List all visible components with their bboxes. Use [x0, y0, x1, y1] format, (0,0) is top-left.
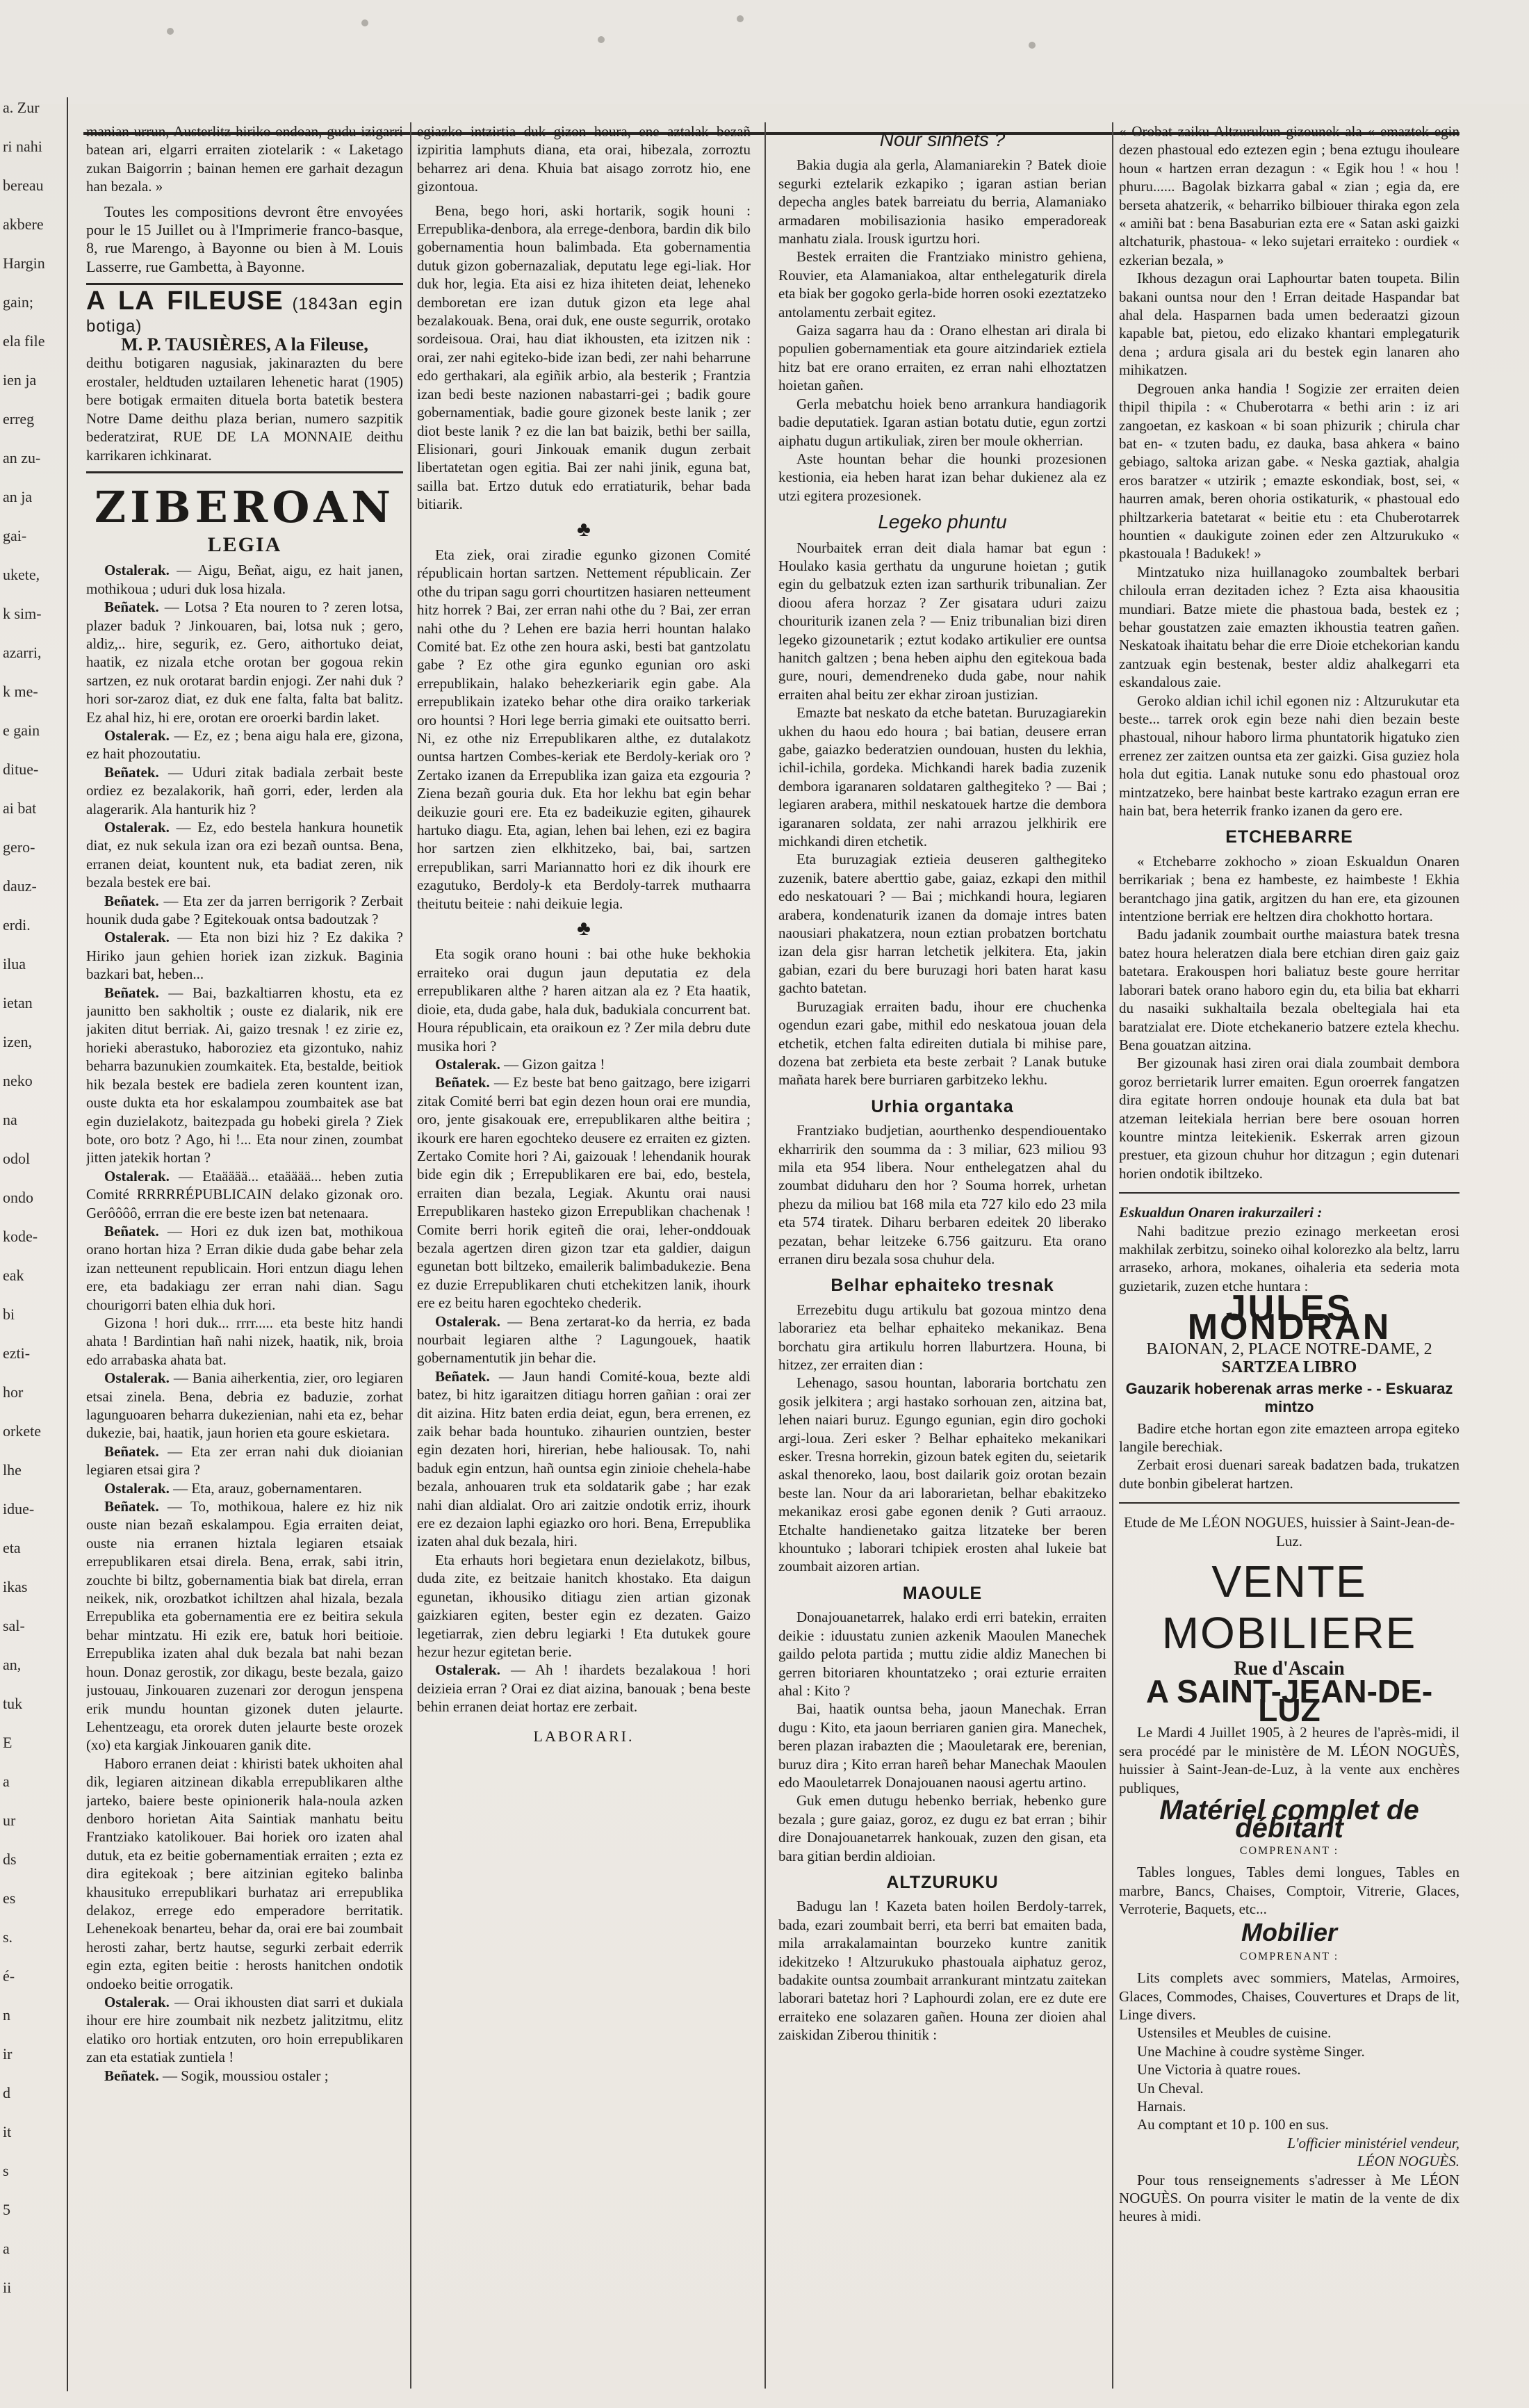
cropped-text-fragment: k me-	[3, 683, 38, 700]
vente-body: Le Mardi 4 Juillet 1905, à 2 heures de l'après-midi, il sera procédé par le ministère de M. LÉON NOGUÈS, huissier à Saint-Jean-de-Luz, à la vente aux enchères publiques,	[1119, 1724, 1460, 1796]
paragraph: Errezebitu dugu artikulu bat gozoua mintzo dena laborariez eta belhar ephaiteko mekanikaz. Bena borchatu gira artikulu horren llaburtzera. Houna, bi hitzez, zer erraiten dian :	[778, 1301, 1106, 1373]
fileuse-ad	[86, 286, 403, 464]
paragraph: Eta buruzagiak eztieia deuseren galthegiteko zuzenik, batere aberttio gabe, gaiaz, ezkapi den mithil edo neskatouari ? — Bai ; michkandi houra, legiaren arabera, kondenaturik izanen da domaje intres baten naousiari phakatzera, noun eztian probatzen bortchatu izan dela gisr harran letchetik jelkitera. Eta, jakin gabian, ezari du bere buruzagi hori baten harat kasu gachto batetan.	[778, 851, 1106, 997]
intro-paragraph: manian urrun, Austerlitz hiriko ondoan, gudu izigarri batean ari, elgarri erraiten ziotelarik : « Laketago zukan Baigorrin ; bainan hemen ere garhait dezagun han bezala. »	[86, 123, 403, 195]
print-speck	[598, 36, 605, 43]
cropped-text-fragment: é-	[3, 1967, 15, 1985]
mondran-address: BAIONAN, 2, PLACE NOTRE-DAME, 2	[1146, 1340, 1432, 1358]
speaker-name: Beñatek.	[104, 1222, 159, 1239]
ad-heading: Eskualdun Onaren irakurzaileri :	[1119, 1204, 1323, 1221]
mondran-tagline: Gauzarik hoberenak arras merke - - Eskuaraz mintzo	[1125, 1379, 1453, 1416]
dialogue-text: — Eta non bizi hiz ? Ez dakika ? Hiriko jaun gehien horiek izan zizkuk. Baginia bazkari bat, heben...	[86, 929, 403, 983]
cropped-text-fragment: akbere	[3, 215, 44, 233]
dialogue-line	[86, 1993, 403, 2067]
speaker-name: Beñatek.	[435, 1367, 490, 1385]
cropped-text-fragment: azarri,	[3, 644, 42, 661]
cropped-text-fragment: ai bat	[3, 799, 37, 817]
paragraph: Eta ziek, orai ziradie egunko gizonen Comité républicain hortan sartzen. Nettement républicain. Zer othe du tripan sagu gorri chourtitzen hasiaren netteument hitz horrek ? Bai, zer erran nahi othe du ? Bai, zer erran nahi othe du ? Lehen ere bazia herri hountan halako Comité bat. Ez othe zen houra aski, besti bat gantzolatu gabe ? Ez othe gira egunko egunian oro aski errepublikain, halako behezkeriarik egin gabe. Ala errepublikain izateko behar othe dira oraiko tarkeriak oro hountsi ? Hori lege berria gimaki ete ouitsatto berri. Ni, ez othe niz Errepublikaren althe, ez dutalakotz ountsa hartzen Combes-keriak ete Berdoly-keriak oro ? Zertako izanen da Errepublika izan gaiza eta ezgouria ? Ziena bezañ gouria duk. Eta hor lekhu bat egin behar deikuzie gouri ere. Eta ez badeikuzie egiten, gihaurek hartuko diagu. Eta, agian, lehen bai lehen, ezi ez bagira hor sartzen zien elkhitzeko, bai, bai, sartzen errepublikan, sarri Mariannatto hori ez dik ihourk ere ezagutuko, Berdoly-k eta Berdoly-tarrek muthaarra theitutu beiteie : nahi deikuie legia.	[417, 546, 751, 912]
cropped-text-fragment: ditue-	[3, 760, 39, 778]
dialogue-line	[417, 1551, 751, 1661]
ad-rule	[86, 471, 403, 473]
cropped-text-fragment: a	[3, 2240, 10, 2257]
cropped-text-fragment: eta	[3, 1539, 21, 1556]
cropped-text-fragment: ondo	[3, 1189, 33, 1206]
article-title-legia: LEGIA	[207, 532, 282, 556]
paragraph: « Orobat zaiku Altzurukun gizounek ala « emaztek egin dezen phastoual edo eztezen egin ; bena eztugu ihouleare houn « hartzen erran dezagun : « Egik hou ! « hou ! phuru...... Bagolak bizkarra gabal « zian ; egia da, ere berseta ahatzerik, « beharriko bilbiouer thiraka egon zela « amiñi bat : bena Basaburian ezta ere « Satan aski gaizki altchaturik, phastoua- « leko sujetari erraiteko : ourdiek « ezkerian bezala, »	[1119, 123, 1460, 268]
page-top-margin	[0, 0, 1529, 104]
dialogue-text: — Aigu, Beñat, aigu, ez hait janen, mothikoua ; uduri duk losa hizala.	[86, 562, 403, 597]
speaker-name: Beñatek.	[104, 599, 159, 616]
speaker-name: Beñatek.	[104, 1498, 159, 1515]
cropped-text-fragment: erreg	[3, 410, 35, 428]
ad-rule	[86, 283, 403, 285]
cropped-text-fragment: e gain	[3, 722, 40, 739]
dialogue-line	[86, 892, 403, 929]
cropped-text-fragment: a	[3, 1773, 10, 1790]
section-mark: ♣	[577, 517, 591, 541]
paragraph: Bena, bego hori, aski hortarik, sogik houni : Errepublika-denbora, ala errege-denbora, bardin dik bilo gobernamentia houn balimbada. Eta gobernamentia dutuk gizon gobernazaliak, deputatu lege egi-liak. Hor duk hor, legia. Eta aisi ez hiza ihiteten deiat, leheneko demboretan ere izan dutuk gizon eta lege ahal bezalakouak. Bena, orai duk, ene ouste segurrik, orotako sordeisoua. Orai, hau diat ikhousten, eta izitzen nik : orai, zer nahi egiteko-bide izan bedi, zer nahi beharrune edo gerthakari, ala egiñik arbio, ala besterik ; Frantzia izan bedi beste nazionen nabastarri-gei ; badik goure gobernamentiak, badie goure gizonek beste lanik ; zer diot beste lanik ? ez die lan bat baizik, bethi ber sailla, Elisionari, gouri Jinkouak emanik dugun zerbait libertatetan ogen egitia. Bai zer nahi jinik, eguna bat, sailla bat. Ertzo dutuk edo erratiaturik, behar bada bitiarik.	[417, 202, 751, 513]
speaker-name: Ostalerak.	[104, 819, 170, 836]
speaker-name: Ostalerak.	[435, 1661, 500, 1679]
cropped-text-fragment: ietan	[3, 994, 33, 1011]
dialogue-line	[86, 1314, 403, 1369]
dialogue-text: — Ah ! ihardets bezalakoua ! hori deizieia erran ? Orai ez diat aizina, banouak ; bena beste behin erranen deiat hortaz ere zerbait.	[417, 1661, 751, 1716]
dialogue-line	[417, 1073, 751, 1312]
paragraph: Bai, haatik ountsa beha, jaoun Manechak. Erran dugu : Kito, eta jaoun berriaren ganien gira. Manechek, beren plazan irabazten die ; Maouletarak ere, berenian, buruz dira ; Kito erran hareñ behar Manechak Maoulen edo Maouletarrek Donajouanen naousi agertu artino.	[778, 1700, 1106, 1791]
dialogue-text: — Gizon gaitza !	[504, 1055, 605, 1073]
mobilier-heading: Mobilier	[1241, 1918, 1337, 1947]
cropped-text-fragment: neko	[3, 1072, 33, 1089]
cropped-text-fragment: an zu-	[3, 449, 41, 466]
comprenant-label: COMPRENANT :	[1239, 1950, 1339, 1962]
paragraph: Geroko aldian ichil ichil egonen niz : Altzurukutar eta beste... tarrek orok egin beze nahi dien bezain beste phastoual, nihour haboro lirma phuntatorik higatuko zien errenez zer zaitzen ountsa eta zer gaizki. Gisa guziez hola hola dut egitia. Lanak nutuke sonu edo phastoual oroz mintzatzeko, bere hainbat beste kartrako ezagun erran ere hain bat, bera heterrik franko izanen da gero ere.	[1119, 692, 1460, 820]
speaker-name: Beñatek.	[104, 763, 159, 781]
materiel-heading: Matériel complet de débitant	[1159, 1794, 1419, 1844]
cropped-text-fragment: gain;	[3, 293, 33, 311]
dialogue-article	[86, 561, 403, 2085]
cropped-text-fragment: dauz-	[3, 877, 37, 895]
dialogue-text: — Etaääää... etaääää... heben zutia Comité RRRRRÉPUBLICAIN delako gizonak oro. Gerôôôô, errran die ere beste izen bat netenaara.	[86, 1167, 403, 1221]
ad-text: Zerbait erosi duenari sareak badatzen bada, trukatzen dute bonbin gibelerat hartzen.	[1119, 1456, 1460, 1492]
cropped-text-fragment: tuk	[3, 1695, 23, 1712]
dialogue-text: — Bai, bazkaltiarren khostu, eta ez jaunitto ben sakholtik ; ouste ez dialarik, nik ere jakiten ditut berriak. Ai, gaizo tresnak ! ez zirie ez, horieki aberastuko, haboroziez eta gizontuko, nahiz beharra bazunukien zoumkaitek. Eta, bestalde, beitiok hik bezala bestek ere badiela zeren kountent izan, ouste dukta eta hor eskalampou zoumbaitek ase bat egin duzielakotz, baitezpada gu hobeki girela ? Ziek bote, oro botz ? Ago, hi !... Eta nour zinen, zoumbat jitten jatekik hortan ?	[86, 984, 403, 1166]
fileuse-body: deithu botigaren nagusiak, jakinarazten du bere erostaler, heldtuden uztailaren lehenetic harat (1905) bere botigak ermaiten dituela borta batetik bestera Notre Dame deithu plaza berian, numero sazpitik bederatzirat, RUE DE LA MONNAIE deithu karrikaren ichkinarat.	[86, 355, 403, 464]
dialogue-text: — Orai ikhousten diat sarri et dukiala ihour ere hire zoumbait nik nezbetz jalitzitmu, elitz elatiko oro hortiak entzuten, oro hoin errepublikaren zan eta estatiak zuntiela !	[86, 1994, 403, 2066]
paragraph: « Etchebarre zokhocho » zioan Eskualdun Onaren berrikariak ; bena ez hambeste, ez haimbeste ! Ekhia berantchago jina gatik, argitzen du han ere, eta gizounen intentzione berriak ere heltzen dira chokhotto hortara.	[1119, 852, 1460, 925]
paragraph: Bakia dugia ala gerla, Alamaniarekin ? Batek dioie segurki eztelarik ezkapiko ; igaran astian berian depecha angles batek barreiatu du berria, Alamaniako armadaren mobilisazionia hasiko emperadoreak manhatu ziala. Irousk igurtzu hori.	[778, 156, 1106, 247]
cropped-text-fragment: ii	[3, 2279, 12, 2296]
fileuse-name: M. P. TAUSIÈRES, A la Fileuse,	[121, 334, 368, 355]
dialogue-text: Haboro erranen deiat : khiristi batek ukhoiten ahal dik, legiaren aitzinean dikabla errepublikaren althe jarteko, baiere beste opinionerik hala-noula azken denboro horietan Aita Saintiak manhatu beitu Frantziako katolikouer. Bai horiek oro izaten ahal dutuk, eta ez beitie gobernamentiak erraiten ; ezta ez dira egitekoak ; bere aitzinian egiteko balinba khausituko errepublikari burhataz ari errepublika delakoz, errege edo emperadore berritatik. Lehenekoak benarteu, behar da, orai ere bai zoumbait herosti zahar, bertz hautse, segurki zerbait ederrik egin ezta, egiten beitie : herosts hanitchen ondotik ondoeko beitie orrogatik.	[86, 1755, 403, 1992]
dialogue-line	[86, 1442, 403, 1479]
dialogue-text: — Eta, arauz, gobernamentaren.	[173, 1479, 362, 1497]
cropped-text-fragment: hor	[3, 1383, 24, 1401]
dialogue-line	[417, 1367, 751, 1551]
cropped-text-fragment: an ja	[3, 488, 33, 505]
column-2	[417, 122, 751, 2382]
dialogue-text: — Sogik, moussiou ostaler ;	[163, 2067, 329, 2084]
column-divider	[764, 122, 766, 2389]
cropped-text-fragment: odol	[3, 1150, 31, 1167]
speaker-name: Beñatek.	[104, 984, 159, 1001]
cropped-text-fragment: ela file	[3, 332, 45, 350]
cropped-text-fragment: s	[3, 2162, 9, 2179]
speaker-name: Ostalerak.	[104, 1369, 170, 1387]
cropped-text-fragment: orkete	[3, 1422, 41, 1440]
article-title: Belhar ephaiteko tresnak	[831, 1276, 1054, 1296]
cropped-text-fragment: ri nahi	[3, 138, 42, 155]
dialogue-text: — Eta zer da jarren berrigorik ? Zerbait hounik duda gabe ? Egitekouak ontsa badoutzak ?	[86, 892, 403, 928]
cropped-text-fragment: ir	[3, 2045, 13, 2063]
dialogue-text: Eta erhauts hori begietara enun dezielakotz, bilbus, duda zite, ez beitzaie hanitch khostako. Eta daigun egunetan, ikhousiko ditiagu zien artian gizonak gaizkiaren egiten, bester egin ez dezaten. Gaizo legetiarrak, zien debru legiarki ! Eta dutukek goure hezur hezur egitetan berie.	[417, 1551, 751, 1660]
dialogue-line	[86, 763, 403, 818]
footer-note: Pour tous renseignements s'adresser à Me LÉON NOGUÈS. On pourra visiter le matin de la vente de dix heures à midi.	[1119, 2171, 1460, 2225]
mondran-sub: SARTZEA LIBRO	[1221, 1358, 1357, 1377]
paragraph: Ber gizounak hasi ziren orai diala zoumbait dembora goroz berrietarik lurrer emaiten. Egun oroerrek fangatzen dira egitate horren ondouje hounak eta dula bat bat atzeman leitekiala herrian bere bere osouan horren kountre mintza leitekienik. Eskerrak arren gizoun prestuer, eta gizoun chuhur hor ditzagun ; egin dutenari horien ondotik ibiltzeko.	[1119, 1055, 1460, 1182]
paragraph: Bestek erraiten die Frantziako ministro gehiena, Rouvier, eta Alamaniakoa, altar enthelegaturik direla eta biak ber gogoko gerla-bide horren osoki ezeztatzeko antolamentu zerbait egitez.	[778, 248, 1106, 320]
cropped-text-fragment: ezti-	[3, 1344, 31, 1362]
speaker-name: Ostalerak.	[104, 929, 170, 946]
speaker-name: Ostalerak.	[104, 726, 170, 744]
column-divider	[1112, 122, 1113, 2389]
print-speck	[361, 19, 368, 26]
article-title: Urhia organtaka	[871, 1096, 1014, 1116]
section-mark: ♣	[577, 917, 591, 941]
paragraph: Aste hountan behar die hounki prozesionen kestionia, eia heben harat izan behar dukienez ala ez utzi egitera prozesionek.	[778, 450, 1106, 504]
mondran-ad	[1119, 1203, 1460, 1492]
paragraph: Eta sogik orano houni : bai othe huke bekhokia erraiteko orai dugun jaun deputatia ez dela errepublikaren althe ? haren aitzan ala ez ? Eta haatik, dioie, eta, duda gabe, hala duk, badukiala concurrent bat. Houra républicain, eta oraikoun ez ? Zer mila debru dute musika hori ?	[417, 945, 751, 1055]
article-title: ETCHEBARRE	[1225, 827, 1353, 847]
dialogue-text: — Bena zertarat-ko da herria, ez bada nourbait legiaren althe ? Lagungouek, haatik gobernamentutik jin behar die.	[417, 1312, 751, 1367]
dialogue-line	[86, 1497, 403, 1755]
signature: LABORARI.	[533, 1727, 635, 1745]
notice-paragraph: Toutes les compositions devront être envoyées pour le 15 Juillet ou à l'Imprimerie franco-basque, 8, rue Marengo, à Bayonne ou bien à M. Louis Lasserre, rue Gambetta, à Bayonne.	[86, 202, 403, 275]
speaker-name: Ostalerak.	[104, 1167, 170, 1185]
column-4	[1119, 122, 1460, 2382]
paragraph: Mintzatuko niza huillanagoko zoumbaltek berbari chiloula erran dezitaden ichez ? Ezta aisa khaousitia mundiari. Batze miete die phastoua bada, bestek ez ; behar goustatzen zaie emazten ikhoustia teatren gañen. Neskatoak ihaitatu behar die erre Dioie etchekorian kandu zantzuak egin bestenak, bester aldiz ahalkegarri eta eskandalous zaie.	[1119, 563, 1460, 691]
column-1	[86, 122, 403, 2382]
cropped-text-fragment: lhe	[3, 1461, 22, 1479]
dialogue-text: — Ez, edo bestela hankura hounetik diat, ez nuk sekula izan ora ezi bezañ ountsa. Bena, erranen deiat, kountent nuk, eta badiat zeren, nik bezala bestek ere bai.	[86, 819, 403, 891]
cropped-text-fragment: k sim-	[3, 605, 42, 622]
dialogue-line	[86, 1479, 403, 1497]
article-title: Legeko phuntu	[878, 511, 1007, 533]
paragraph: Ikhous dezagun orai Laphourtar baten toupeta. Bilin bakani ountsa nour den ! Erran deitade Haspandar bat ahal dela. Hasparnen bada umen bederaatzi gizoun kapable bat, pietou, edo elizako khantari emplegaturik dena ; ardura gisala ari du bestek egin lanaren aho mihikatzen.	[1119, 270, 1460, 379]
speaker-name: Beñatek.	[104, 2067, 159, 2084]
cropped-text-fragment: a. Zur	[3, 99, 40, 116]
speaker-name: Ostalerak.	[104, 1994, 170, 2010]
paragraph: Donajouanetarrek, halako erdi erri batekin, erraiten deikie : iduustatu zunien azkenik Maoulen Manechek gaildo pelota partida ; muttu zidie aldiz Manechen bi gerren bitoriaren khountatzeko ; orai ezturie erraiten ahal : Kito ?	[778, 1609, 1106, 1699]
dialogue-line	[86, 598, 403, 726]
dialogue-line	[86, 818, 403, 892]
cropped-text-fragment: an,	[3, 1656, 22, 1673]
paragraph: Nourbaitek erran deit diala hamar bat egun : Houlako kasia gerthatu da ungurune hoietan ; gutik egin du gelbatzuk ezten izan sarthurik tribunalian. Zer dioou afera horzaz ? Zer gisatara uduri zaizu chouriturik izanen zela ? — Eniz tribunalian bizi diren legeko gizounetarik ; eztut kodako artikulier ere ountsa hanitch galtzen ; bena heben aiphu den egitekoua bada gure, nouri, demendreneko duda gabe, nour nahik erraiten ahal beitu zer ekhar ziroan justizian.	[778, 539, 1106, 703]
dialogue-line	[86, 984, 403, 1167]
cropped-left-column	[0, 97, 68, 2391]
ad-text: Nahi baditzue prezio ezinago merkeetan erosi makhilak zerbitzu, soineko oihal kolorezko ala beltz, larru arraseko, arhora, mokanes, oihaleria eta sederia mota guzietarik, zuzen etche huntara :	[1119, 1222, 1460, 1294]
article-title: ALTZURUKU	[886, 1872, 999, 1892]
paragraph: Gaiza sagarra hau da : Orano elhestan ari dirala bi populien gobernamentiak eta goure aitzindariek eztiela hitz bat ere orano erraiten, ez erran nahi elhoztatzen hoietan gañen.	[778, 322, 1106, 394]
dialogue-line	[86, 726, 403, 763]
cropped-text-fragment: it	[3, 2123, 12, 2140]
cropped-text-fragment: erdi.	[3, 916, 31, 934]
dialogue-continuation	[417, 1055, 751, 1716]
dialogue-line	[417, 1312, 751, 1367]
dialogue-line	[86, 1222, 403, 1314]
vente-title: VENTE MOBILIERE	[1161, 1556, 1417, 1659]
cropped-text-fragment: ilua	[3, 955, 26, 973]
dialogue-line	[417, 1661, 751, 1716]
dialogue-text: Gizona ! hori duk... rrrr..... eta beste hitz handi ahata ! Bardintian hañ nahi nizek, haatik, nik, broia edo arrabaska ahata bat.	[86, 1314, 403, 1368]
cropped-text-fragment: n	[3, 2006, 10, 2024]
column-3	[778, 122, 1106, 2382]
vente-place: A SAINT-JEAN-DE-LUZ	[1145, 1673, 1433, 1728]
cropped-text-fragment: s.	[3, 1928, 13, 1946]
ad-rule	[1119, 1502, 1460, 1504]
dialogue-text: — Lotsa ? Eta nouren to ? zeren lotsa, plazer baduk ? Jinkouaren, bai, lotsa nuk ; gero, aldiz,.. hire, segurik, ez. Gero, aithortuko deiat, haatik, ez nizala etche orotan ber gogoua rekin sartzen, ez nuk orotarat bardin enjogi. Zer nahi duk ? hori sor-zaroz diat, ez duk ene falta, falta bat balitz. Ez ahal hiz, hi ere, orotan ere oroerki bardin laket.	[86, 599, 403, 726]
cropped-text-fragment: bereau	[3, 177, 44, 194]
extra-item: Une Victoria à quatre roues.	[1137, 2061, 1301, 2078]
ad-rule	[1119, 1192, 1460, 1194]
paragraph: Gerla mebatchu hoiek beno arrankura handiagorik badie deputatiek. Igaran astian botatu dutie, egun zortzi aiphatu dugun artikuliak, ziren ber moule okherrian.	[778, 395, 1106, 449]
article-title: MAOULE	[902, 1583, 983, 1603]
cropped-text-fragment: ds	[3, 1850, 17, 1868]
dialogue-line	[86, 928, 403, 983]
dialogue-line	[86, 1369, 403, 1442]
fileuse-since: (1843an egin botiga)	[86, 295, 403, 336]
speaker-name: Beñatek.	[435, 1074, 490, 1091]
dialogue-line	[417, 1055, 751, 1073]
cropped-text-fragment: gai-	[3, 527, 27, 544]
officier-line: L'officier ministériel vendeur,	[1287, 2134, 1460, 2151]
print-speck	[737, 15, 744, 22]
cropped-text-fragment: ien ja	[3, 371, 37, 389]
paragraph: Emazte bat neskato da etche batetan. Buruzagiarekin ukhen du haou edo houra ; bai batian, deusere erran gabe, gaiazko bederatzien oundouan, husten du lekhia, ichil-ichila, gordeka. Michkandi harek badia zuzenik dembora igaranaren soldataren galthegiteko ? — Bai ; legiaren arabera, mithil neskatouek hartze die dembora igaranaren soldata, zer nahi arrazou jelkhirik ere michkandi diren etchetik.	[778, 704, 1106, 850]
cropped-text-fragment: sal-	[3, 1617, 25, 1634]
cropped-text-fragment: kode-	[3, 1228, 38, 1245]
speaker-name: Beñatek.	[104, 1442, 159, 1460]
extra-item: Une Machine à coudre système Singer.	[1137, 2042, 1365, 2060]
cropped-text-fragment: E	[3, 1734, 13, 1751]
ad-text: Badire etche hortan egon zite emazteen arropa egiteko langile berechiak.	[1119, 1419, 1460, 1456]
cropped-text-fragment: ikas	[3, 1578, 28, 1595]
paragraph: Guk emen dutugu hebenko berriak, hebenko gure bezala ; gure gaiaz, goroz, ez dugu ez bat erran ; bihir dire Donajouanetarrek hankouak, zuzen den gisan, eta bara gitian berdin aldioian.	[778, 1792, 1106, 1864]
dialogue-text: — Bania aiherkentia, zier, oro legiaren etsai zinela. Bena, debria ez baduzie, zorhat lagunguoaren beharra dukezienian, nahi eta ez, behar dukezie, bai, haatik, jaun horien eta goure eskietara.	[86, 1369, 403, 1442]
speaker-name: Ostalerak.	[104, 1479, 170, 1497]
dialogue-text: — Eta zer erran nahi duk dioianian legiaren etsai gira ?	[86, 1442, 403, 1479]
vente-ad	[1119, 1513, 1460, 2226]
cropped-text-fragment: eak	[3, 1267, 24, 1284]
materiel-list: Tables longues, Tables demi longues, Tables en marbre, Bancs, Chaises, Comptoir, Vitrerie, Glaces, Verroterie, Baquets, etc...	[1119, 1864, 1460, 1917]
cropped-text-fragment: izen,	[3, 1033, 33, 1050]
paragraph: Badugu lan ! Kazeta baten hoilen Berdoly-tarrek, bada, ezari zoumbait berri, eta berri bat emaiten bada, mila arrakalamaintan bourzeko kuntre zanitik idekitzeko ! Altzurukuko phastouala aiphatuz geroz, badakite ountsa zoumbait arrankurant mintzatu zaitekan laborari batetaz hori ? Laphourdi zolan, ere ez dute ere erraiteko ene solazaren gañen. Houna zer dioien ahal zaiskidan Ziberou thinitik :	[778, 1898, 1106, 2044]
fileuse-title: A LA FILEUSE	[86, 286, 284, 316]
officier-name: LÉON NOGUÈS.	[1357, 2153, 1460, 2170]
cropped-text-fragment: ur	[3, 1812, 16, 1829]
mondran-title: JULES MONDRAN	[1187, 1288, 1391, 1347]
cropped-text-fragment: gero-	[3, 838, 35, 856]
extra-item: Un Cheval.	[1137, 2079, 1204, 2097]
cropped-text-fragment: na	[3, 1111, 17, 1128]
cropped-text-fragment: es	[3, 1889, 16, 1907]
speaker-name: Beñatek.	[104, 892, 159, 909]
dialogue-line	[86, 2067, 403, 2085]
dialogue-line	[86, 1755, 403, 1993]
paragraph: Frantziako budjetian, aourthenko despendiouentako ekharririk den soumma da : 3 miliar, 623 miliou 93 mila eta 954 libera. Nour enthelegatzen ahal du zoumbat diduharu den hor ? Souma horrek, urhetan phezu da miliou bat 168 mila eta 727 kilo edo 23 mila eta 574 tiratek. Diharu berbaren edeitek 20 liberako pezatan, behar leitzeke 6.756 gaitzuru. Eta orano erranen diru bezala sosa chuhur dela.	[778, 1122, 1106, 1267]
section-heading-ziberoan: ZIBEROAN	[94, 481, 395, 532]
print-speck	[167, 28, 174, 35]
cropped-text-fragment: Hargin	[3, 254, 45, 272]
dialogue-text: — Uduri zitak badiala zerbait beste ordiez ez bezalakorik, hañ gorri, eder, lerden ala alagerarik. Ala hanturik hiz ?	[86, 763, 403, 817]
extra-item: Ustensiles et Meubles de cuisine.	[1137, 2024, 1332, 2042]
paragraph: Lehenago, sasou hountan, laboraria bortchatu zen gosik jelkitera ; argi hastako sorhouan zen, aitzina bat, lehen naiari buruz. Egungo egunian, egin diro gochoki argi-loua. Zeri esker ? Belhar ephaiteko mekanikari esker. Tresna horrekin, gizoun batek egiten du, seietarik askal thenoreko, laou, bost dailarik goiz orotan bezain beste lan. Nour da ari laborarietan, belhar ebakitzeko mekanikaz erosi gabe egonen denik ? Guti arraouz. Etchalte handienetako gaitza litzateke ber beren khountuko ; laborari tchipiek erosten ahal lukeie bat zoumbait aizoren artian.	[778, 1374, 1106, 1575]
print-speck	[1029, 42, 1036, 49]
dialogue-text: — Hori ez duk izen bat, mothikoua orano hortan hiza ? Erran dikie duda gabe behar zela izan netteunent republicain. Hori entzun diagu lehen ere, eta badakiagu zer erran nahi dian. Sagu chourigorri baten elhia duk hori.	[86, 1222, 403, 1313]
paragraph: Degrouen anka handia ! Sogizie zer erraiten deien thipil thipila : « Chuberotarra « bethi arin : iz ari zangoetan, ez kaskoan « bi soan phizurik ; chirula char bat en- « tzuten badu, ez dauka, basa ahkera « baino gebiago, saltoka arizan gabe. « Neska gaztiak, ahalgia eros baratzer « utzirik ; emazte eskondiak, bost, sei, « haurren amak, beren ohoria ostikaturik, « phastoual edo philtzarkeria batetarat « beitie etu : eta Chuberotarrek hountien « daukigute zoinen eder zen Altzurukuko « pkastouala ! Badukek! »	[1119, 380, 1460, 562]
dialogue-text: — To, mothikoua, halere ez hiz nik ouste nian bezañ eskalampou. Egia erraiten deiat, ouste nia erranen hiztala legiaren etsaiak errepublikaren etsai direla. Bena, errak, sabi itrin, zouchte bi biltz, gobernamentia biak bat direla, erran neikek, nik, orozbatkot ichiltzen ahal hizala, bezala Errepublika eta gobernamentia ere ez beitira sekula behar mintzatu. Hi ezik ere, batuk hori beitioie. Errepublika izaten ahal duk bezala bat nahi bezan houn. Donaz gerostik, zor dikagu, beste bezala, gaizo justouau, Jinkouaren zuzenari zor derogun jenspena erik mundu hountan gizonek duten jelaurte. Lehentzeagu, eta ororek duten jelaurte beste orozek (xo) eta kargiak Jinkouaren ganik dite.	[86, 1498, 403, 1754]
speaker-name: Ostalerak.	[435, 1055, 500, 1073]
article-title: Nour sinhets ?	[879, 129, 1006, 150]
paragraph: Badu jadanik zoumbait ourthe maiastura batek tresna batez houra heleratzen diala bere etchian diren gaiz gaiz batetara. Erakouspen hori baliatuz beste goure herritar laborari batek orano haboro egin du, eta bilia bat ekharri du nasaiki sukhaltaila bezala obeltegiala hai eta baratzialat ere. Diote etchekanerio batzere eztela khechu. Bena gouatzan aitzina.	[1119, 926, 1460, 1053]
speaker-name: Ostalerak.	[104, 562, 170, 579]
cropped-text-fragment: idue-	[3, 1500, 35, 1518]
dialogue-text: — Ez, ez ; bena aigu hala ere, gizona, ez hait phozoutatiu.	[86, 726, 403, 763]
mobilier-list: Lits complets avec sommiers, Matelas, Armoires, Glaces, Commodes, Chaises, Couvertures et Draps de lit, Linge divers.	[1119, 1969, 1460, 2023]
dialogue-text: — Jaun handi Comité-koua, bezte aldi batez, bi hitz igaraitzen ditiagu horren gañian : orai zer dit aizina. Hitz baten erdia deiat, egun, bera errenen, ez zaik behar bada hountuko. zihaurien ountzien, bester egin dezaten hori, hirerian, hebe haliousak. To, nahi baduk egin entzun, hañ ountsa egin zinioie chehela-habe bezala, anhouaren truk eta soldatarik gabe ; har ezak nahi dian aldialat. Oro ari zaitzie ondotik erriz, ihourk ere ez dezaion laphi egiazko oro hori. Bena, Errepublika izaten ahal duk bezala, hiri.	[417, 1367, 751, 1550]
paragraph: egiazko intzirtia duk gizon houra, ene aztalak bezañ izpiritia lamphuts diana, eta orai, hibezala, zorroztu beharrez ari dena. Khuia bat aisago zorrotz hio, ene gizontoua.	[417, 123, 751, 195]
paragraph: Buruzagiak erraiten badu, ihour ere chuchenka ogendun ezari gabe, mithil edo neskatoua jouan dela etchetik, etchen falta edireiten dutiala bi mihise pare, dozena bat zerbieta eta beste zerbait ? Lanak butuke mañata harek bere burriaren garbitzeko lekhu.	[778, 998, 1106, 1089]
dialogue-line	[86, 1167, 403, 1222]
speaker-name: Ostalerak.	[435, 1312, 500, 1330]
cropped-text-fragment: 5	[3, 2201, 10, 2218]
extra-item: Au comptant et 10 p. 100 en sus.	[1137, 2116, 1329, 2133]
cropped-text-fragment: bi	[3, 1305, 15, 1323]
vente-street: Rue d'Ascain	[1234, 1658, 1345, 1680]
comprenant-label: COMPRENANT :	[1239, 1844, 1339, 1857]
dialogue-line	[86, 561, 403, 598]
column-divider	[410, 122, 411, 2389]
cropped-text-fragment: ukete,	[3, 566, 40, 583]
etude-line: Etude de Me LÉON NOGUES, huissier à Saint-Jean-de-Luz.	[1124, 1514, 1455, 1549]
cropped-text-fragment: d	[3, 2084, 10, 2101]
extra-item: Harnais.	[1137, 2098, 1186, 2115]
dialogue-text: — Ez beste bat beno gaitzago, bere izigarri zitak Comité berri bat egin dezen houn orai ere mundia, oro, jente gisakouak ere, errepublikaren althe beitira ; ikourk ere haren egochteko deusere ez erraiten ez gizten. Zertako Comite hori ? Ai, gaizouak ! lehendanik hourak bide egin dik ; Errepublikaren ere bai, edo, bestela, erraiten dian bezala, Legiak. Akuntu orai nausi Errepublikaren hasteko gizon Errepublikan chachenak ! Comite berri horik egiteñ die orai, leher-onddouak bezala agertzen diren gizon tzar eta galdier, daigun egunetan bott biltzeko, emailerik balimbadukezie. Bena ez duzie Errepublikaren chuti etchekitzen lanik, ihourk ere ez beitu haren egochteko chederik.	[417, 1074, 751, 1312]
